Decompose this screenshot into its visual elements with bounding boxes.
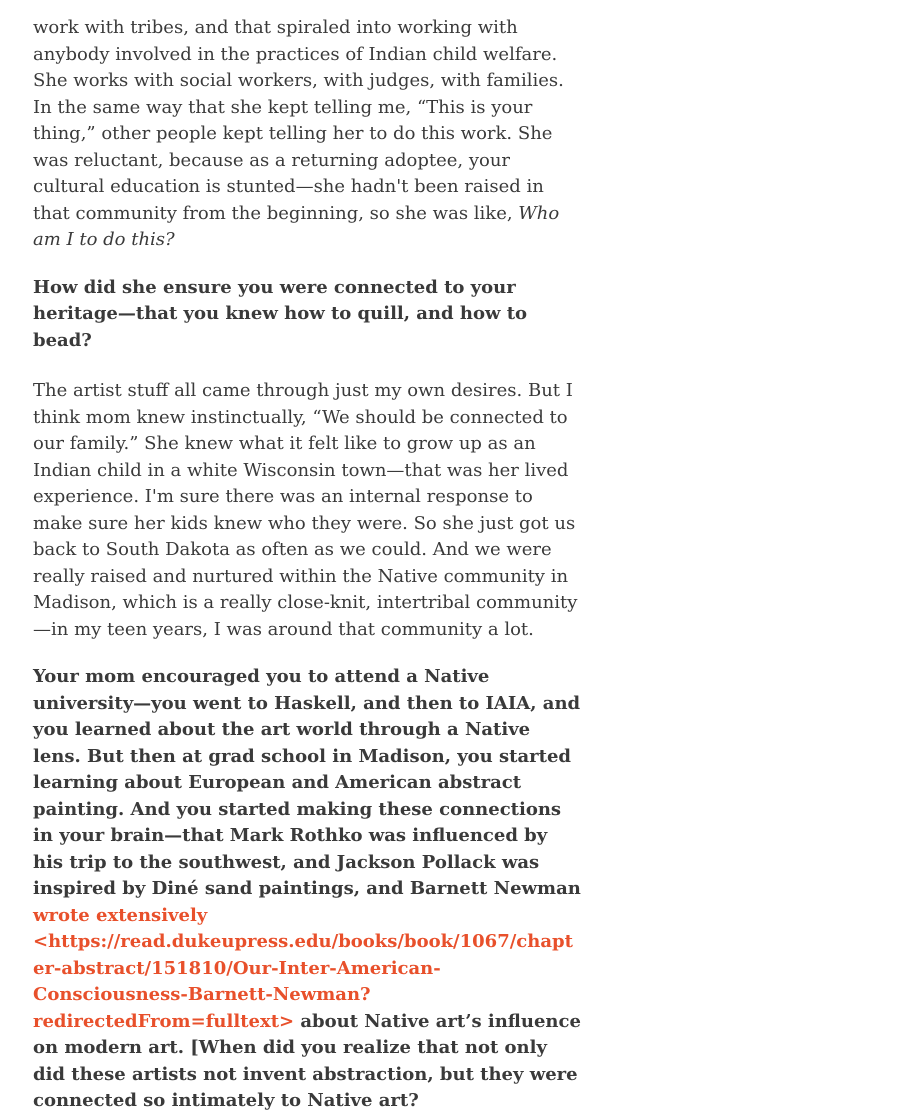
interview-question-1: How did she ensure you were connected to your heritage—that you knew how to quill, and how to bead?	[33, 276, 528, 351]
answer-paragraph-1-italic-phrase: Who am I to do this?	[33, 202, 560, 250]
answer-paragraph-1	[33, 15, 581, 254]
answer-paragraph-1-text: work with tribes, and that spiraled into working with anybody involved in the practices of Indian child welfare. She works with social workers, with judges, with families. In the same way that she kept telling me, “This is your thing,” other people kept telling her to do this work. She was reluctant, because as a returning adoptee, your cultural education is stunted—she hadn't been raised in that community from the beginning, so she was like,	[33, 17, 564, 224]
dukeupress-article-link[interactable]: wrote extensively <https://read.dukeupress.edu/books/book/1067/chapter-abstract/151810/Our-Inter-American-Consciousness-Barnett-Newman?redirectedFrom=fulltext>	[33, 904, 573, 1032]
interview-question-2-after-link: about Native art’s influence on modern art. [When did you realize that not only did these artists not invent abstraction, but they were connected so intimately to Native art?	[33, 1010, 581, 1111]
interview-question-2	[33, 664, 581, 1115]
answer-paragraph-2: The artist stuff all came through just my own desires. But I think mom knew instinctually, “We should be connected to our family.” She knew what it felt like to grow up as an Indian child in a white Wisconsin town—that was her lived experience. I'm sure there was an internal response to make sure her kids knew who they were. So she just got us back to South Dakota as often as we could. And we were really raised and nurtured within the Native community in Madison, which is a really close-knit, intertribal community—in my teen years, I was around that community a lot.	[33, 380, 578, 640]
interview-question-2-before-link: Your mom encouraged you to attend a Native university—you went to Haskell, and then to IAIA, and you learned about the art world through a Native lens. But then at grad school in Madison, you started learning about European and American abstract painting. And you started making these connections in your brain—that Mark Rothko was influenced by his trip to the southwest, and Jackson Pollack was inspired by Diné sand paintings, and Barnett Newman	[33, 666, 581, 899]
